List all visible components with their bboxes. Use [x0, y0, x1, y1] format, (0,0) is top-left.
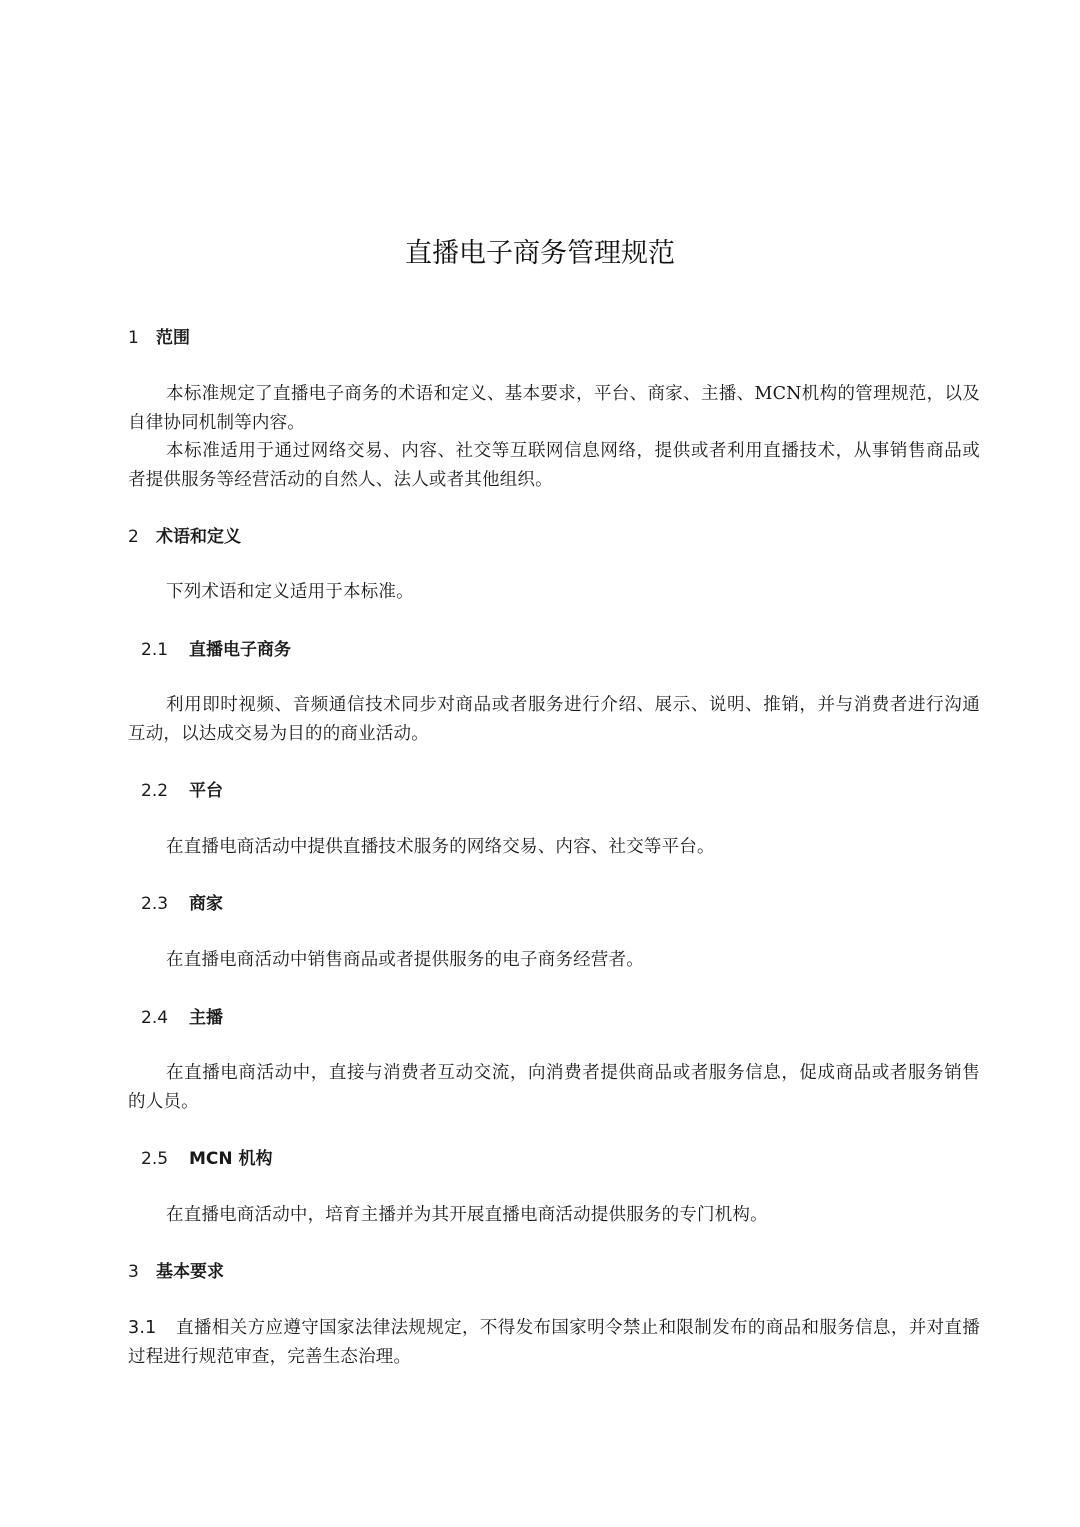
subsection-heading-2-1	[141, 637, 291, 663]
clause-number: 3.1	[128, 1318, 157, 1338]
section-heading-2	[128, 524, 241, 550]
section-number: 1	[128, 328, 139, 348]
definition-2-2-paragraph: 在直播电商活动中提供直播技术服务的网络交易、内容、社交等平台。	[166, 837, 715, 857]
definition-2-1-paragraph: 利用即时视频、音频通信技术同步对商品或者服务进行介绍、展示、说明、推销，并与消费者进行沟通互动，以达成交易为目的的商业活动。	[128, 695, 980, 744]
subsection-heading-2-2	[141, 778, 223, 804]
definition-2-4-paragraph: 在直播电商活动中，直接与消费者互动交流，向消费者提供商品或者服务信息，促成商品或者服务销售的人员。	[128, 1063, 980, 1112]
terms-intro-paragraph: 下列术语和定义适用于本标准。	[166, 582, 414, 602]
requirement-3-1-paragraph	[128, 1314, 980, 1371]
section-heading-3	[128, 1259, 224, 1285]
section-title: 直播电子商务	[189, 640, 291, 660]
section-number: 2.5	[141, 1149, 169, 1169]
section-title: 基本要求	[156, 1262, 224, 1282]
section-number: 3	[128, 1262, 139, 1282]
section-title: MCN 机构	[189, 1149, 273, 1169]
definition-2-3-paragraph: 在直播电商活动中销售商品或者提供服务的电子商务经营者。	[166, 950, 644, 970]
section-title: 术语和定义	[156, 527, 241, 547]
section-title: 范围	[156, 328, 190, 348]
section-heading-1	[128, 325, 190, 351]
definition-2-5-paragraph: 在直播电商活动中，培育主播并为其开展直播电商活动提供服务的专门机构。	[166, 1205, 768, 1225]
document-title: 直播电子商务管理规范	[405, 238, 675, 269]
subsection-heading-2-3	[141, 891, 223, 917]
scope-paragraph-2: 本标准适用于通过网络交易、内容、社交等互联网信息网络，提供或者利用直播技术，从事销售商品或者提供服务等经营活动的自然人、法人或者其他组织。	[128, 441, 980, 490]
section-number: 2.2	[141, 781, 169, 801]
section-title: 平台	[189, 781, 223, 801]
section-title: 商家	[189, 894, 223, 914]
section-number: 2.3	[141, 894, 169, 914]
section-number: 2.4	[141, 1008, 169, 1028]
subsection-heading-2-4	[141, 1005, 223, 1031]
scope-paragraph-1: 本标准规定了直播电子商务的术语和定义、基本要求，平台、商家、主播、MCN机构的管理规范，以及自律协同机制等内容。	[128, 384, 980, 433]
clause-text: 直播相关方应遵守国家法律法规规定，不得发布国家明令禁止和限制发布的商品和服务信息，并对直播过程进行规范审查，完善生态治理。	[128, 1318, 980, 1367]
section-number: 2.1	[141, 640, 169, 660]
section-number: 2	[128, 527, 139, 547]
subsection-heading-2-5	[141, 1146, 273, 1172]
section-title: 主播	[189, 1008, 223, 1028]
